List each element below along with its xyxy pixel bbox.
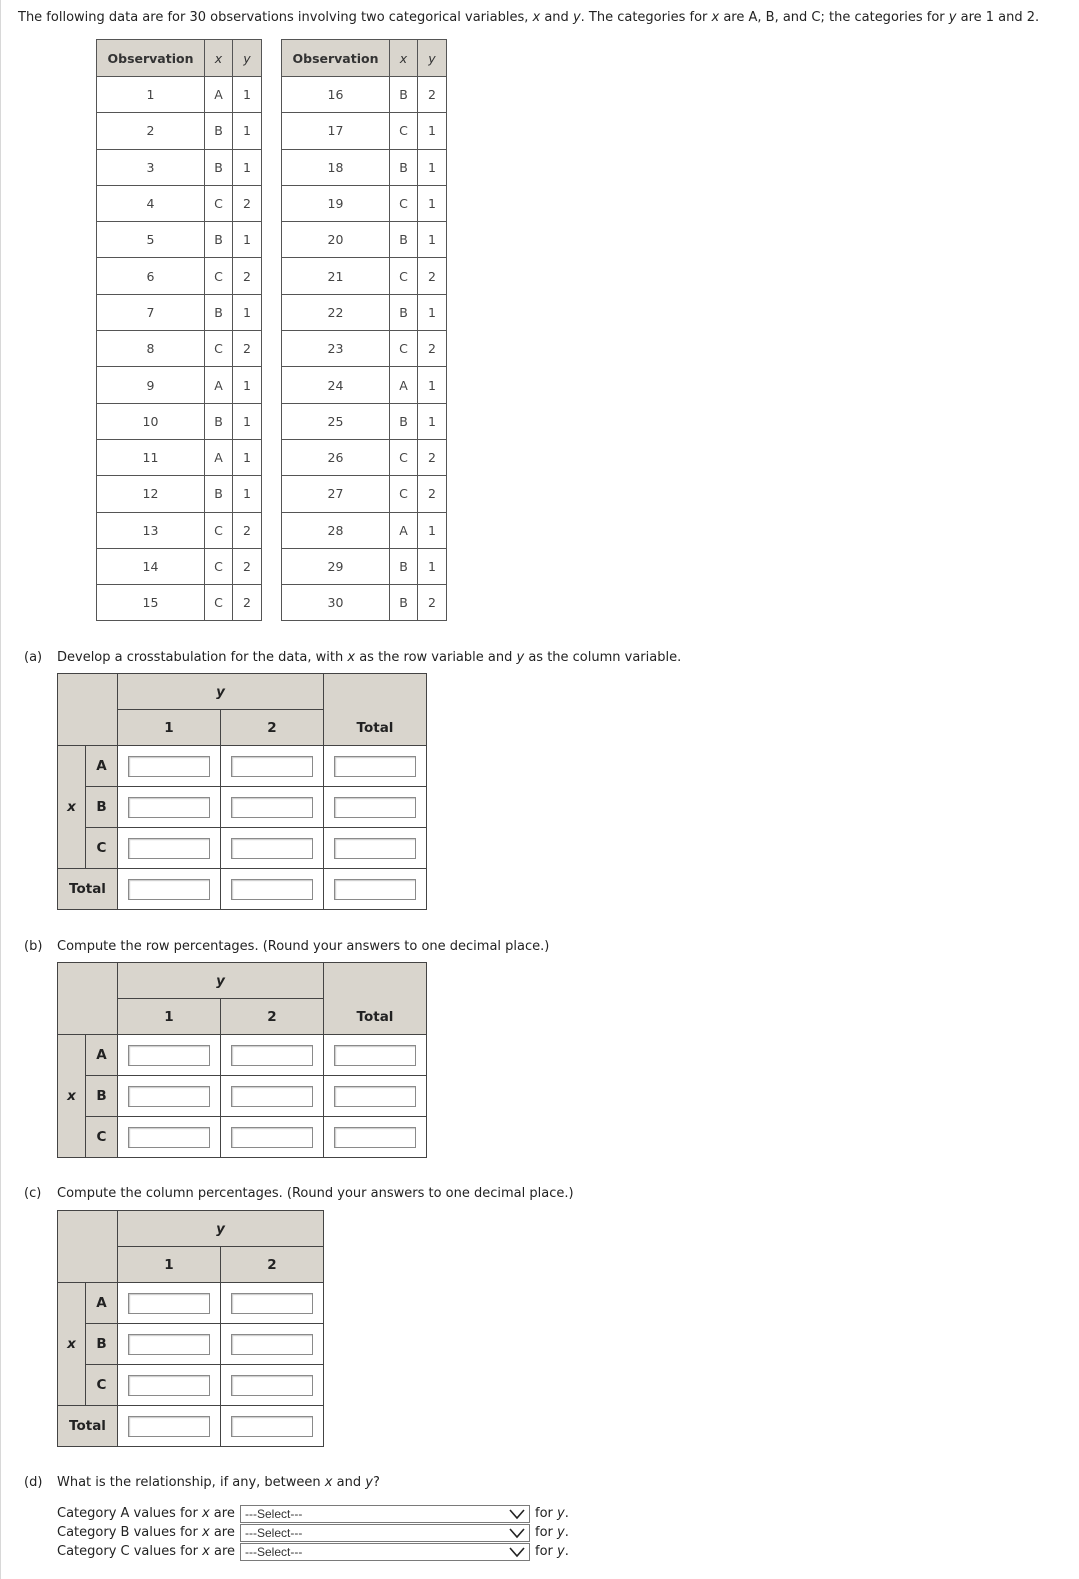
y-value: 1 — [418, 512, 447, 548]
y-value: 1 — [233, 294, 262, 330]
relationship-row-c — [57, 1543, 569, 1561]
relationship-select-c[interactable] — [240, 1543, 530, 1561]
cell-c-total — [324, 1117, 427, 1158]
input-rowpct-a-y2[interactable] — [231, 1045, 313, 1066]
input-rowpct-b-y2[interactable] — [231, 1086, 313, 1107]
table-row — [97, 113, 262, 149]
observation-number: 1 — [97, 77, 205, 113]
input-colpct-total-y1[interactable] — [128, 1416, 210, 1437]
crosstab-table-a — [57, 673, 427, 910]
intro-text — [18, 10, 1039, 25]
observation-number: 21 — [282, 258, 390, 294]
relationship-text: for — [535, 1506, 558, 1521]
cell-c-2 — [221, 1365, 324, 1406]
input-colpct-a-y1[interactable] — [128, 1293, 210, 1314]
question-label: (d) — [24, 1475, 43, 1490]
relationship-text: . — [564, 1544, 569, 1559]
relationship-text: Category B values for — [57, 1525, 202, 1540]
relationship-select-a[interactable] — [240, 1505, 530, 1523]
x-value: B — [390, 222, 418, 258]
table-row — [282, 367, 447, 403]
input-colpct-c-y1[interactable] — [128, 1375, 210, 1396]
input-colpct-c-y2[interactable] — [231, 1375, 313, 1396]
x-value: B — [390, 77, 418, 113]
observation-number: 17 — [282, 113, 390, 149]
x-value: B — [390, 548, 418, 584]
col-header-2: 2 — [221, 1247, 324, 1283]
col-header-1: 1 — [118, 1247, 221, 1283]
input-colpct-total-y2[interactable] — [231, 1416, 313, 1437]
cell-b-1 — [118, 787, 221, 828]
cell-c-1 — [118, 1365, 221, 1406]
col-header-observation: Observation — [97, 40, 205, 77]
table-row — [97, 548, 262, 584]
row-header-total: Total — [58, 869, 118, 910]
y-value: 1 — [418, 113, 447, 149]
relationship-text: are — [209, 1525, 235, 1540]
question-b — [24, 939, 549, 954]
x-value: C — [390, 439, 418, 475]
table-row — [282, 403, 447, 439]
y-value: 2 — [233, 258, 262, 294]
y-value: 2 — [233, 512, 262, 548]
cell-c-1 — [118, 1117, 221, 1158]
question-d — [24, 1475, 380, 1490]
observation-number: 7 — [97, 294, 205, 330]
chevron-down-icon — [509, 1509, 525, 1520]
observation-number: 25 — [282, 403, 390, 439]
select-value: ---Select--- — [245, 1507, 303, 1521]
intro-part: The following data are for 30 observations involving two categorical variables, — [18, 10, 533, 25]
col-header-x: x — [205, 40, 233, 77]
relationship-text: are — [209, 1544, 236, 1559]
observation-number: 18 — [282, 149, 390, 185]
y-value: 1 — [233, 77, 262, 113]
table-row — [282, 113, 447, 149]
cell-b-2 — [221, 787, 324, 828]
cell-a-2 — [221, 1283, 324, 1324]
x-value: B — [205, 149, 233, 185]
var-y: y — [948, 10, 957, 25]
input-total-y1[interactable] — [128, 879, 210, 900]
table-row — [97, 403, 262, 439]
x-variable-header: x — [58, 1283, 86, 1406]
x-value: C — [390, 258, 418, 294]
x-value: B — [205, 403, 233, 439]
y-variable-header: y — [118, 1211, 324, 1247]
col-header-2: 2 — [221, 999, 324, 1035]
y-value: 1 — [233, 439, 262, 475]
cell-c-1 — [118, 828, 221, 869]
chevron-down-icon — [509, 1528, 525, 1539]
table-corner — [58, 1211, 118, 1283]
x-variable-header: x — [58, 1035, 86, 1158]
y-value: 1 — [233, 403, 262, 439]
table-row — [282, 585, 447, 621]
relationship-row-a — [57, 1505, 569, 1523]
input-rowpct-b-y1[interactable] — [128, 1086, 210, 1107]
cell-total-2 — [221, 1406, 324, 1447]
input-rowpct-c-y2[interactable] — [231, 1127, 313, 1148]
var-y: y — [557, 1544, 565, 1559]
y-value: 2 — [418, 439, 447, 475]
y-value: 1 — [418, 149, 447, 185]
input-rowpct-a-y1[interactable] — [128, 1045, 210, 1066]
observation-number: 15 — [97, 585, 205, 621]
y-value: 2 — [418, 331, 447, 367]
var-x: x — [324, 1475, 333, 1490]
cell-total-total — [324, 869, 427, 910]
row-header-a: A — [86, 1283, 118, 1324]
cell-c-2 — [221, 828, 324, 869]
relationship-text: Category A values for — [57, 1506, 202, 1521]
table-row — [282, 258, 447, 294]
relationship-text: are — [209, 1506, 235, 1521]
observation-number: 26 — [282, 439, 390, 475]
input-a-y2[interactable] — [231, 756, 313, 777]
cell-b-2 — [221, 1076, 324, 1117]
cell-total-1 — [118, 1406, 221, 1447]
x-value: C — [205, 185, 233, 221]
observation-number: 29 — [282, 548, 390, 584]
question-text: and — [332, 1475, 366, 1490]
column-percentages-table — [57, 1210, 324, 1447]
col-header-2: 2 — [221, 710, 324, 746]
x-value: B — [390, 585, 418, 621]
x-value: A — [205, 367, 233, 403]
x-value: B — [205, 476, 233, 512]
var-y: y — [557, 1525, 565, 1540]
x-value: C — [390, 476, 418, 512]
y-value: 1 — [233, 476, 262, 512]
row-header-c: C — [86, 1117, 118, 1158]
question-label: (c) — [24, 1186, 42, 1201]
y-variable-header: y — [118, 963, 324, 999]
y-value: 2 — [233, 331, 262, 367]
x-value: C — [390, 113, 418, 149]
var-y: y — [365, 1475, 373, 1490]
y-value: 1 — [418, 367, 447, 403]
table-row — [282, 185, 447, 221]
y-value: 1 — [418, 222, 447, 258]
cell-a-2 — [221, 1035, 324, 1076]
table-row — [97, 367, 262, 403]
table-row — [97, 149, 262, 185]
intro-part: are A, B, and C; the categories for — [719, 10, 949, 25]
observation-number: 13 — [97, 512, 205, 548]
col-header-total: Total — [324, 674, 427, 746]
relationship-text: . — [564, 1506, 569, 1521]
cell-b-1 — [118, 1076, 221, 1117]
table-row — [97, 439, 262, 475]
observation-number: 23 — [282, 331, 390, 367]
input-b-y1[interactable] — [128, 797, 210, 818]
table-row — [97, 185, 262, 221]
observation-table-left — [96, 39, 262, 621]
x-value: A — [390, 512, 418, 548]
x-variable-header: x — [58, 746, 86, 869]
table-row — [97, 222, 262, 258]
input-c-y1[interactable] — [128, 838, 210, 859]
input-c-total[interactable] — [334, 838, 416, 859]
table-row — [97, 512, 262, 548]
y-variable-header: y — [118, 674, 324, 710]
var-x: x — [532, 10, 541, 25]
table-row — [282, 222, 447, 258]
input-a-total[interactable] — [334, 756, 416, 777]
col-header-1: 1 — [118, 710, 221, 746]
y-value: 1 — [233, 149, 262, 185]
y-value: 2 — [233, 185, 262, 221]
observation-number: 4 — [97, 185, 205, 221]
row-header-c: C — [86, 1365, 118, 1406]
x-value: B — [390, 294, 418, 330]
input-total-y2[interactable] — [231, 879, 313, 900]
observation-table-right — [281, 39, 447, 621]
y-value: 1 — [233, 113, 262, 149]
input-colpct-b-y2[interactable] — [231, 1334, 313, 1355]
col-header-observation: Observation — [282, 40, 390, 77]
input-c-y2[interactable] — [231, 838, 313, 859]
y-value: 2 — [233, 585, 262, 621]
relationship-tail — [535, 1543, 569, 1561]
question-c — [24, 1186, 574, 1201]
var-y: y — [557, 1506, 565, 1521]
row-header-a: A — [86, 1035, 118, 1076]
col-header-y: y — [233, 40, 262, 77]
cell-total-2 — [221, 869, 324, 910]
observation-number: 19 — [282, 185, 390, 221]
cell-total-1 — [118, 869, 221, 910]
observation-number: 11 — [97, 439, 205, 475]
cell-a-total — [324, 1035, 427, 1076]
x-value: B — [205, 113, 233, 149]
x-value: A — [390, 367, 418, 403]
cell-b-total — [324, 787, 427, 828]
observation-number: 3 — [97, 149, 205, 185]
y-value: 1 — [233, 367, 262, 403]
question-text: ? — [372, 1475, 380, 1490]
observation-number: 16 — [282, 77, 390, 113]
question-text: as the column variable. — [524, 650, 682, 665]
table-row — [282, 476, 447, 512]
y-value: 2 — [418, 476, 447, 512]
var-x: x — [201, 1506, 210, 1521]
row-header-a: A — [86, 746, 118, 787]
y-value: 1 — [418, 185, 447, 221]
row-header-b: B — [86, 1076, 118, 1117]
relationship-tail — [535, 1505, 569, 1523]
x-value: B — [205, 222, 233, 258]
x-value: C — [205, 548, 233, 584]
x-value: C — [205, 258, 233, 294]
y-value: 1 — [418, 403, 447, 439]
cell-a-1 — [118, 1283, 221, 1324]
input-a-y1[interactable] — [128, 756, 210, 777]
cell-b-1 — [118, 1324, 221, 1365]
x-value: C — [390, 185, 418, 221]
question-text: Develop a crosstabulation for the data, with — [57, 650, 348, 665]
observation-number: 5 — [97, 222, 205, 258]
cell-a-1 — [118, 1035, 221, 1076]
observation-number: 22 — [282, 294, 390, 330]
observation-number: 27 — [282, 476, 390, 512]
relationship-text: for — [535, 1544, 558, 1559]
var-x: x — [711, 10, 720, 25]
var-x: x — [202, 1525, 210, 1540]
relationship-text: Category C values for — [57, 1544, 203, 1559]
relationship-text: . — [564, 1525, 569, 1540]
y-value: 1 — [233, 222, 262, 258]
observation-number: 28 — [282, 512, 390, 548]
x-value: B — [205, 294, 233, 330]
cell-c-total — [324, 828, 427, 869]
table-corner — [58, 963, 118, 1035]
intro-part: and — [540, 10, 573, 25]
var-y: y — [516, 650, 525, 665]
x-value: C — [390, 331, 418, 367]
observation-number: 9 — [97, 367, 205, 403]
row-header-total: Total — [58, 1406, 118, 1447]
question-text: as the row variable and — [355, 650, 517, 665]
cell-b-total — [324, 1076, 427, 1117]
var-x: x — [202, 1544, 210, 1559]
x-value: C — [205, 512, 233, 548]
cell-b-2 — [221, 1324, 324, 1365]
relationship-select-b[interactable] — [240, 1524, 530, 1542]
select-value: ---Select--- — [245, 1545, 303, 1559]
table-row — [97, 331, 262, 367]
cell-a-1 — [118, 746, 221, 787]
row-header-b: B — [86, 787, 118, 828]
row-header-c: C — [86, 828, 118, 869]
col-header-1: 1 — [118, 999, 221, 1035]
row-percentages-table — [57, 962, 427, 1158]
table-row — [97, 585, 262, 621]
x-value: B — [390, 149, 418, 185]
relationship-row-b — [57, 1524, 569, 1542]
intro-part: . The categories for — [580, 10, 712, 25]
input-b-total[interactable] — [334, 797, 416, 818]
table-row — [282, 548, 447, 584]
input-colpct-a-y2[interactable] — [231, 1293, 313, 1314]
input-grand-total[interactable] — [334, 879, 416, 900]
col-header-total: Total — [324, 963, 427, 1035]
question-text: What is the relationship, if any, between — [57, 1475, 325, 1490]
question-a — [24, 650, 681, 665]
input-rowpct-b-total[interactable] — [334, 1086, 416, 1107]
observation-number: 8 — [97, 331, 205, 367]
y-value: 2 — [233, 548, 262, 584]
cell-a-2 — [221, 746, 324, 787]
col-header-y: y — [418, 40, 447, 77]
y-value: 2 — [418, 77, 447, 113]
table-row — [282, 77, 447, 113]
select-value: ---Select--- — [245, 1526, 303, 1540]
y-value: 1 — [418, 548, 447, 584]
observation-number: 12 — [97, 476, 205, 512]
table-row — [97, 77, 262, 113]
y-value: 2 — [418, 585, 447, 621]
var-y: y — [572, 10, 581, 25]
input-rowpct-c-total[interactable] — [334, 1127, 416, 1148]
relationship-tail — [535, 1524, 569, 1542]
intro-part: are 1 and 2. — [956, 10, 1040, 25]
observation-number: 24 — [282, 367, 390, 403]
table-row — [282, 439, 447, 475]
input-rowpct-a-total[interactable] — [334, 1045, 416, 1066]
table-corner — [58, 674, 118, 746]
chevron-down-icon — [509, 1547, 525, 1558]
cell-a-total — [324, 746, 427, 787]
observation-number: 30 — [282, 585, 390, 621]
input-colpct-b-y1[interactable] — [128, 1334, 210, 1355]
var-x: x — [347, 650, 356, 665]
table-row — [282, 149, 447, 185]
x-value: C — [205, 331, 233, 367]
table-row — [282, 512, 447, 548]
col-header-x: x — [390, 40, 418, 77]
observation-number: 2 — [97, 113, 205, 149]
table-row — [282, 294, 447, 330]
observation-number: 6 — [97, 258, 205, 294]
relationship-text: for — [535, 1525, 558, 1540]
table-row — [97, 294, 262, 330]
x-value: A — [205, 77, 233, 113]
question-text: Compute the row percentages. (Round your answers to one decimal place.) — [57, 939, 550, 954]
question-label: (a) — [24, 650, 43, 665]
y-value: 1 — [418, 294, 447, 330]
observation-number: 14 — [97, 548, 205, 584]
y-value: 2 — [418, 258, 447, 294]
table-row — [97, 476, 262, 512]
table-row — [97, 258, 262, 294]
input-rowpct-c-y1[interactable] — [128, 1127, 210, 1148]
observation-number: 10 — [97, 403, 205, 439]
x-value: C — [205, 585, 233, 621]
observation-number: 20 — [282, 222, 390, 258]
x-value: A — [205, 439, 233, 475]
question-text: Compute the column percentages. (Round your answers to one decimal place.) — [57, 1186, 574, 1201]
input-b-y2[interactable] — [231, 797, 313, 818]
row-header-b: B — [86, 1324, 118, 1365]
question-label: (b) — [24, 939, 43, 954]
table-row — [282, 331, 447, 367]
x-value: B — [390, 403, 418, 439]
cell-c-2 — [221, 1117, 324, 1158]
